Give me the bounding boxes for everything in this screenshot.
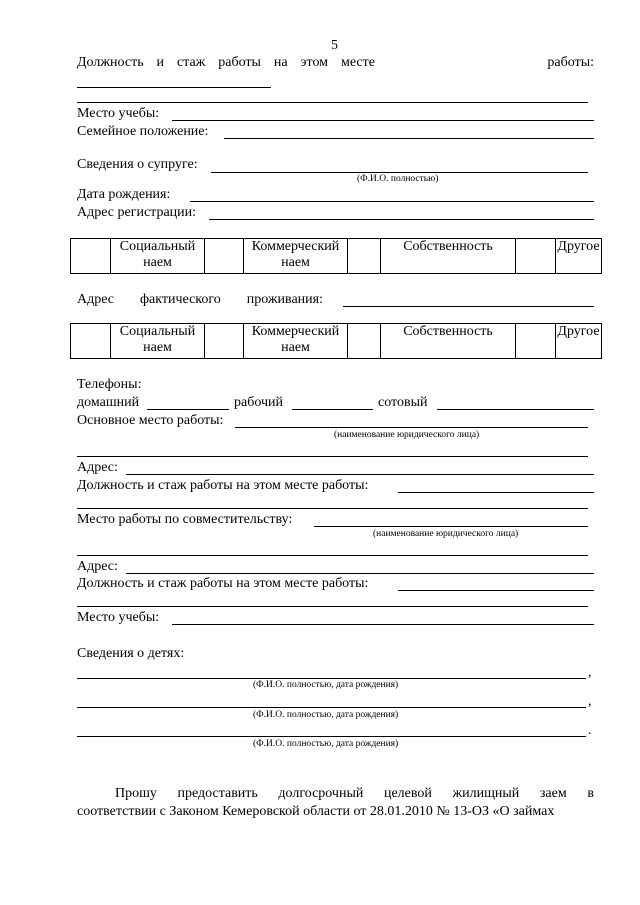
word: в bbox=[587, 786, 594, 801]
main-job-field-2[interactable] bbox=[77, 456, 588, 457]
actual-address-field[interactable] bbox=[343, 306, 594, 307]
registration-address-label: Адрес регистрации: bbox=[77, 205, 197, 220]
marital-status-label: Семейное положение: bbox=[77, 124, 209, 139]
actual-housing-table bbox=[70, 323, 602, 359]
side-job-hint: (наименование юридического лица) bbox=[373, 529, 519, 539]
child-hint-2: (Ф.И.О. полностью, дата рождения) bbox=[253, 710, 399, 720]
main-job-position-field-2[interactable] bbox=[77, 508, 588, 509]
option-social-rent: Социальный наем bbox=[111, 239, 205, 274]
child-ending-2: , bbox=[588, 694, 592, 709]
word: проживания: bbox=[246, 292, 323, 307]
child-field-2[interactable] bbox=[77, 707, 586, 708]
child-hint-3: (Ф.И.О. полностью, дата рождения) bbox=[253, 739, 399, 749]
study-place-field-2[interactable] bbox=[172, 624, 594, 625]
word: предоставить bbox=[177, 786, 258, 801]
actual-address-label bbox=[77, 292, 323, 308]
registration-address-field[interactable] bbox=[209, 219, 594, 220]
side-job-address-field[interactable] bbox=[126, 573, 594, 574]
side-job-label: Место работы по совместительству: bbox=[77, 512, 293, 527]
phones-title: Телефоны: bbox=[77, 377, 142, 392]
option-checkbox-ownership[interactable] bbox=[348, 239, 381, 274]
option-checkbox-ownership[interactable] bbox=[348, 324, 381, 359]
request-line-1 bbox=[115, 786, 594, 802]
side-job-field-2[interactable] bbox=[77, 555, 588, 556]
spouse-hint: (Ф.И.О. полностью) bbox=[357, 174, 439, 184]
phone-work-label: рабочий bbox=[234, 395, 283, 410]
main-job-field[interactable] bbox=[235, 427, 588, 428]
word: Должность bbox=[77, 55, 144, 70]
registration-housing-table bbox=[70, 238, 602, 274]
main-job-position-field[interactable] bbox=[398, 492, 594, 493]
option-checkbox-other[interactable] bbox=[516, 239, 556, 274]
child-field-3[interactable] bbox=[77, 736, 586, 737]
study-place-label-2: Место учебы: bbox=[77, 610, 160, 625]
word: Адрес bbox=[77, 292, 115, 307]
side-job-field[interactable] bbox=[314, 526, 588, 527]
birth-date-label: Дата рождения: bbox=[77, 187, 171, 202]
side-job-address-label: Адрес: bbox=[77, 559, 118, 574]
option-checkbox-social[interactable] bbox=[71, 324, 111, 359]
work-position-field-2[interactable] bbox=[77, 102, 588, 103]
main-job-hint: (наименование юридического лица) bbox=[334, 430, 480, 440]
side-job-position-field-2[interactable] bbox=[77, 606, 588, 607]
work-position-label bbox=[77, 55, 594, 71]
main-job-address-field[interactable] bbox=[126, 474, 594, 475]
word: месте bbox=[340, 55, 375, 70]
request-line-2: соответствии с Законом Кемеровской области от 28.01.2010 № 13-ОЗ «О займах bbox=[77, 804, 555, 819]
option-other: Другое bbox=[556, 239, 602, 274]
work-position-words bbox=[77, 55, 375, 71]
phone-home-field[interactable] bbox=[147, 409, 229, 410]
word: долгосрочный bbox=[278, 786, 364, 801]
word: заем bbox=[539, 786, 567, 801]
work-position-field[interactable] bbox=[77, 87, 271, 88]
children-info-label: Сведения о детях: bbox=[77, 646, 185, 661]
word: жилищный bbox=[452, 786, 520, 801]
study-place-field[interactable] bbox=[172, 120, 594, 121]
word: Прошу bbox=[115, 786, 157, 801]
option-other: Другое bbox=[556, 324, 602, 359]
option-ownership: Собственность bbox=[381, 324, 516, 359]
word-tail: работы: bbox=[547, 55, 594, 70]
birth-date-field[interactable] bbox=[190, 201, 594, 202]
phone-home-label: домашний bbox=[77, 395, 140, 410]
main-job-position-label: Должность и стаж работы на этом месте работы: bbox=[77, 478, 369, 493]
child-field-1[interactable] bbox=[77, 678, 586, 679]
page-number: 5 bbox=[331, 38, 338, 53]
option-checkbox-other[interactable] bbox=[516, 324, 556, 359]
word: стаж bbox=[176, 55, 206, 70]
child-ending-1: , bbox=[588, 665, 592, 680]
word: целевой bbox=[383, 786, 432, 801]
option-social-rent: Социальный наем bbox=[111, 324, 205, 359]
word: этом bbox=[300, 55, 329, 70]
word: на bbox=[273, 55, 288, 70]
phone-mobile-label: сотовый bbox=[378, 395, 428, 410]
word: работы bbox=[218, 55, 261, 70]
option-checkbox-commercial[interactable] bbox=[205, 239, 244, 274]
main-job-address-label: Адрес: bbox=[77, 460, 118, 475]
option-commercial-rent: Коммерческий наем bbox=[244, 324, 348, 359]
child-ending-3: . bbox=[588, 723, 592, 738]
phone-work-field[interactable] bbox=[292, 409, 373, 410]
child-hint-1: (Ф.И.О. полностью, дата рождения) bbox=[253, 680, 399, 690]
side-job-position-field[interactable] bbox=[398, 590, 594, 591]
option-checkbox-social[interactable] bbox=[71, 239, 111, 274]
word: и bbox=[156, 55, 165, 70]
word: фактического bbox=[139, 292, 221, 307]
option-checkbox-commercial[interactable] bbox=[205, 324, 244, 359]
main-job-label: Основное место работы: bbox=[77, 413, 224, 428]
spouse-info-label: Сведения о супруге: bbox=[77, 157, 198, 172]
phone-mobile-field[interactable] bbox=[437, 409, 594, 410]
option-commercial-rent: Коммерческий наем bbox=[244, 239, 348, 274]
marital-status-field[interactable] bbox=[224, 138, 594, 139]
option-ownership: Собственность bbox=[381, 239, 516, 274]
spouse-info-field[interactable] bbox=[211, 172, 588, 173]
study-place-label: Место учебы: bbox=[77, 106, 160, 121]
side-job-position-label: Должность и стаж работы на этом месте работы: bbox=[77, 576, 369, 591]
